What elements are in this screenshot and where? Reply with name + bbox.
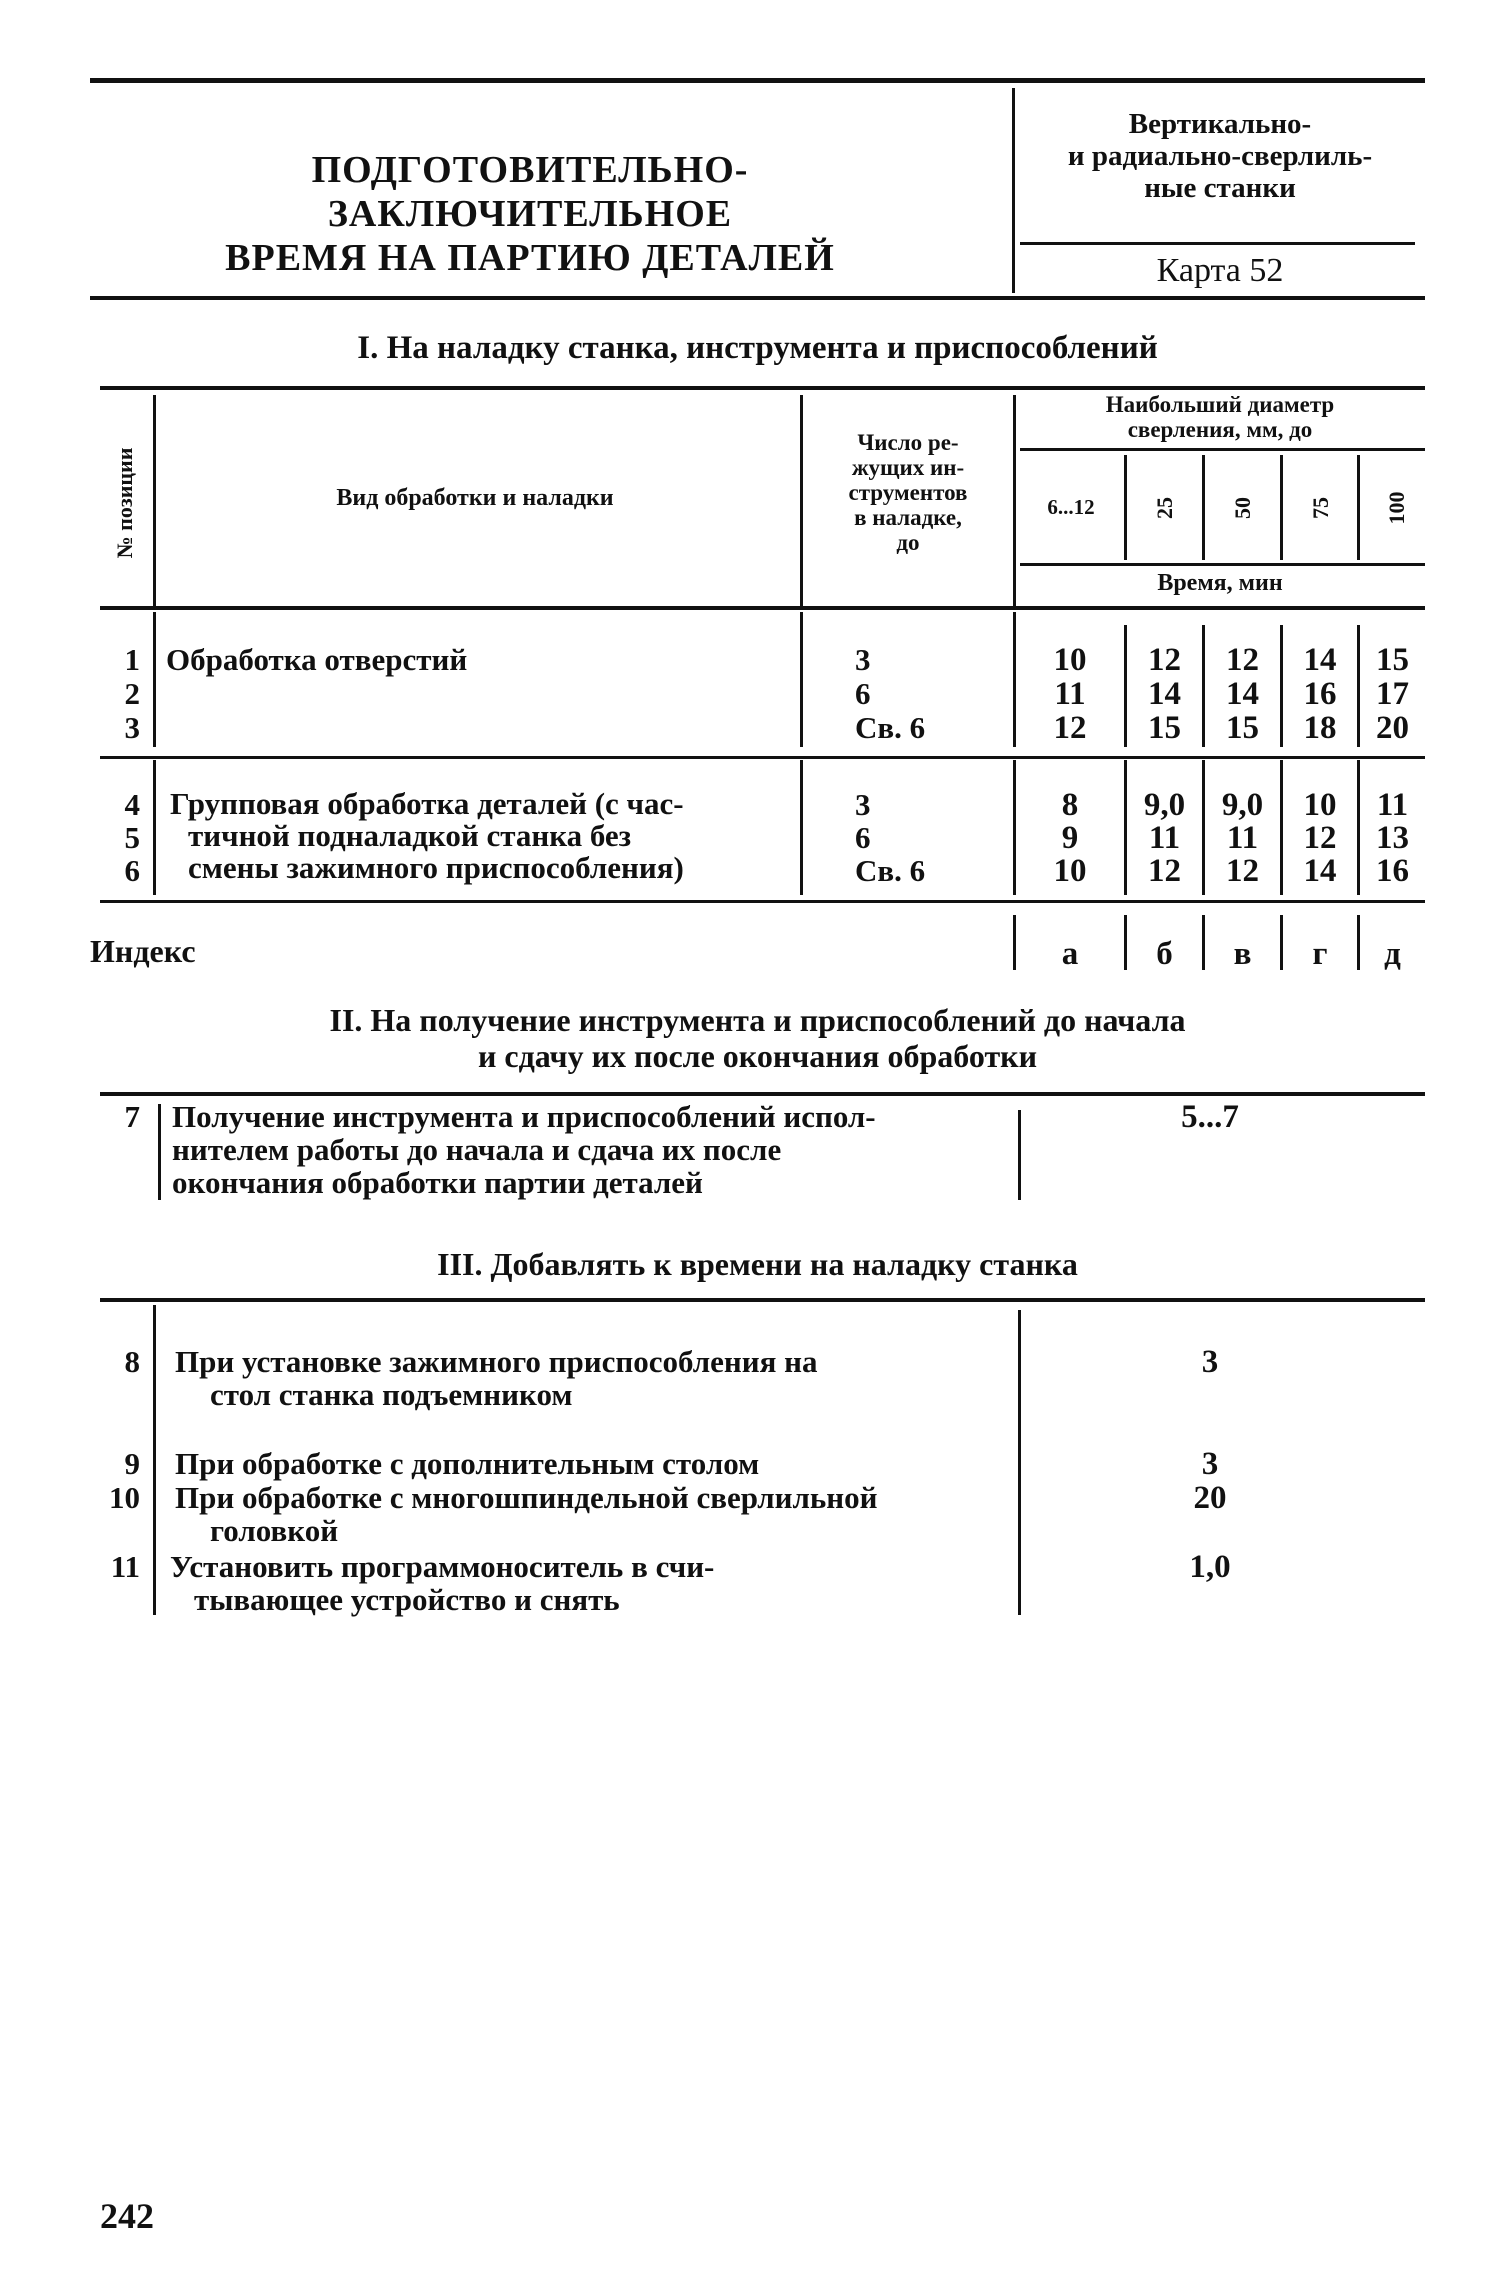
vline — [1357, 455, 1360, 560]
value-cell: 9 — [1061, 820, 1079, 856]
row-text — [170, 1550, 1000, 1616]
row-value: 3 — [1201, 1446, 1219, 1482]
value-cell: 11 — [1376, 787, 1409, 823]
table1-bottom-rule — [100, 900, 1425, 903]
row-text-line: стол станка подъемником — [210, 1377, 573, 1412]
value-cell: 11 — [1054, 676, 1086, 712]
value-cell: 14 — [1148, 676, 1181, 712]
value-cell: 10 — [1053, 642, 1087, 678]
section-2-title-line: II. На получение инструмента и приспособлений до начала — [329, 1002, 1186, 1038]
vline — [1018, 1110, 1021, 1200]
section-2-text-line: Получение инструмента и приспособлений испол- — [172, 1099, 876, 1134]
value-cell: 11 — [1148, 820, 1181, 856]
group-rule — [100, 756, 1425, 759]
value-cell: 17 — [1376, 676, 1409, 712]
row-tools: 3 — [855, 787, 871, 822]
diam-0: 6...12 — [1047, 495, 1095, 519]
page-number: 242 — [100, 2196, 154, 2236]
index-cell: б — [1156, 936, 1173, 972]
time-rule — [1020, 563, 1425, 566]
row-tools: 6 — [855, 820, 871, 855]
vline — [1202, 455, 1205, 560]
value-cell: 9,0 — [1221, 787, 1264, 823]
row-value: 3 — [1201, 1344, 1219, 1380]
table1-header-bottom — [100, 606, 1425, 610]
col-tools-line: Число ре- — [857, 430, 959, 455]
machine-line-1: Вертикально- — [1128, 108, 1312, 140]
value-cell: 8 — [1061, 787, 1079, 823]
index-cell: д — [1384, 936, 1401, 972]
section-2-text — [172, 1100, 1002, 1199]
diam-rule — [1020, 448, 1425, 451]
vline — [1013, 395, 1016, 607]
row-pos: 9 — [124, 1446, 140, 1481]
page-title — [120, 148, 940, 280]
value-cell: 18 — [1303, 710, 1337, 746]
vline — [800, 395, 803, 607]
header-bottom-rule — [90, 296, 1425, 300]
value-cell: 14 — [1226, 676, 1259, 712]
value-cell: 12 — [1053, 710, 1087, 746]
row-pos: 5 — [124, 820, 140, 855]
section-3-title: III. Добавлять к времени на наладку станка — [437, 1246, 1078, 1282]
diam-4: 100 — [1384, 491, 1409, 525]
value-cell: 12 — [1226, 642, 1259, 678]
row-text-line: При обработке с многошпиндельной сверлильной — [175, 1480, 878, 1515]
vline — [153, 1305, 156, 1615]
col-position: № позиции — [112, 447, 137, 559]
row-text-line: тывающее устройство и снять — [194, 1582, 620, 1617]
machine-line-2: и радиально-сверлиль- — [1067, 140, 1373, 172]
vline — [1018, 1310, 1021, 1615]
section-3-rule — [100, 1298, 1425, 1302]
row-tools: Св. 6 — [855, 710, 926, 745]
value-cell: 14 — [1303, 642, 1337, 678]
vline — [153, 395, 156, 607]
index-cell: г — [1312, 936, 1328, 972]
row-pos: 3 — [124, 710, 140, 745]
row-pos: 7 — [124, 1099, 140, 1134]
card-rule — [1020, 242, 1415, 245]
vline — [153, 612, 156, 747]
section-2-text-line: нителем работы до начала и сдача их после — [172, 1132, 782, 1167]
value-cell: 11 — [1226, 820, 1259, 856]
time-unit: Время, мин — [1157, 570, 1283, 596]
vline — [800, 612, 803, 747]
col-tools-line: до — [896, 530, 920, 555]
value-cell: 16 — [1376, 853, 1409, 889]
vline — [800, 760, 803, 895]
row-value: 1,0 — [1189, 1549, 1231, 1585]
index-label: Индекс — [90, 933, 196, 969]
vline — [153, 760, 156, 895]
value-cell: 15 — [1148, 710, 1181, 746]
diam-2: 50 — [1230, 497, 1255, 519]
index-cell: а — [1061, 936, 1079, 972]
top-rule — [90, 78, 1425, 83]
row-tools: 6 — [855, 676, 871, 711]
col-tools-line: струментов — [848, 480, 968, 505]
value-cell: 15 — [1376, 642, 1409, 678]
header-divider — [1012, 88, 1015, 293]
row-pos: 6 — [124, 853, 140, 888]
title-line-1: ПОДГОТОВИТЕЛЬНО-ЗАКЛЮЧИТЕЛЬНОЕ — [311, 149, 749, 235]
value-cell: 15 — [1226, 710, 1259, 746]
col-diameter-line: сверления, мм, до — [1127, 417, 1313, 442]
row-value: 20 — [1193, 1480, 1227, 1516]
group-2-line: смены зажимного приспособления) — [188, 850, 684, 885]
row-pos: 4 — [124, 787, 140, 822]
section-2-title-line: и сдачу их после окончания обработки — [477, 1038, 1038, 1074]
row-text-line: головкой — [210, 1513, 339, 1548]
row-tools: Св. 6 — [855, 853, 926, 888]
table1-top-rule — [100, 386, 1425, 390]
vline — [1013, 760, 1016, 895]
value-cell: 16 — [1303, 676, 1337, 712]
section-1-title: I. На наладку станка, инструмента и приспособлений — [357, 330, 1158, 366]
index-cell: в — [1233, 936, 1252, 972]
section-2-rule — [100, 1092, 1425, 1096]
row-pos: 1 — [124, 642, 140, 677]
value-cell: 10 — [1303, 787, 1337, 823]
col-tools — [808, 430, 1008, 555]
vline — [1013, 612, 1016, 747]
machine-type — [1020, 108, 1420, 204]
group-2-label — [170, 788, 790, 884]
value-cell: 10 — [1053, 853, 1087, 889]
value-cell: 12 — [1303, 820, 1337, 856]
vline — [1280, 455, 1283, 560]
vline — [1013, 915, 1016, 970]
group-2-line: Групповая обработка деталей (с час- — [170, 786, 684, 821]
value-cell: 13 — [1376, 820, 1409, 856]
value-cell: 9,0 — [1143, 787, 1186, 823]
col-kind: Вид обработки и наладки — [336, 485, 614, 511]
diam-3: 75 — [1308, 497, 1333, 519]
row-pos: 8 — [124, 1344, 140, 1379]
value-cell: 12 — [1148, 853, 1181, 889]
value-cell: 20 — [1376, 710, 1409, 746]
diam-1: 25 — [1152, 497, 1177, 519]
value-cell: 12 — [1226, 853, 1259, 889]
card-number: Карта 52 — [1156, 252, 1284, 289]
machine-line-3: ные станки — [1144, 172, 1296, 204]
row-text — [175, 1345, 1005, 1411]
row-text-line: При установке зажимного приспособления на — [175, 1344, 818, 1379]
value-cell: 14 — [1303, 853, 1337, 889]
vline — [1124, 455, 1127, 560]
row-tools: 3 — [855, 642, 871, 677]
group-1-label: Обработка отверстий — [166, 642, 468, 677]
row-text-line: Установить программоноситель в счи- — [170, 1549, 715, 1584]
row-pos: 10 — [109, 1480, 140, 1515]
col-diameter — [1020, 392, 1420, 442]
section-2-title — [90, 1002, 1425, 1074]
row-pos: 11 — [110, 1549, 140, 1584]
col-diameter-line: Наибольший диаметр — [1105, 392, 1335, 417]
col-tools-line: в наладке, — [854, 505, 962, 530]
group-2-line: тичной подналадкой станка без — [188, 818, 632, 853]
value-cell: 12 — [1148, 642, 1181, 678]
row-text — [175, 1481, 1005, 1547]
vline — [158, 1104, 161, 1200]
row-text: При обработке с дополнительным столом — [175, 1446, 760, 1481]
section-2-value: 5...7 — [1181, 1099, 1239, 1135]
section-2-text-line: окончания обработки партии деталей — [172, 1165, 703, 1200]
col-tools-line: жущих ин- — [851, 455, 965, 480]
row-pos: 2 — [124, 676, 140, 711]
title-line-2: ВРЕМЯ НА ПАРТИЮ ДЕТАЛЕЙ — [225, 237, 835, 279]
